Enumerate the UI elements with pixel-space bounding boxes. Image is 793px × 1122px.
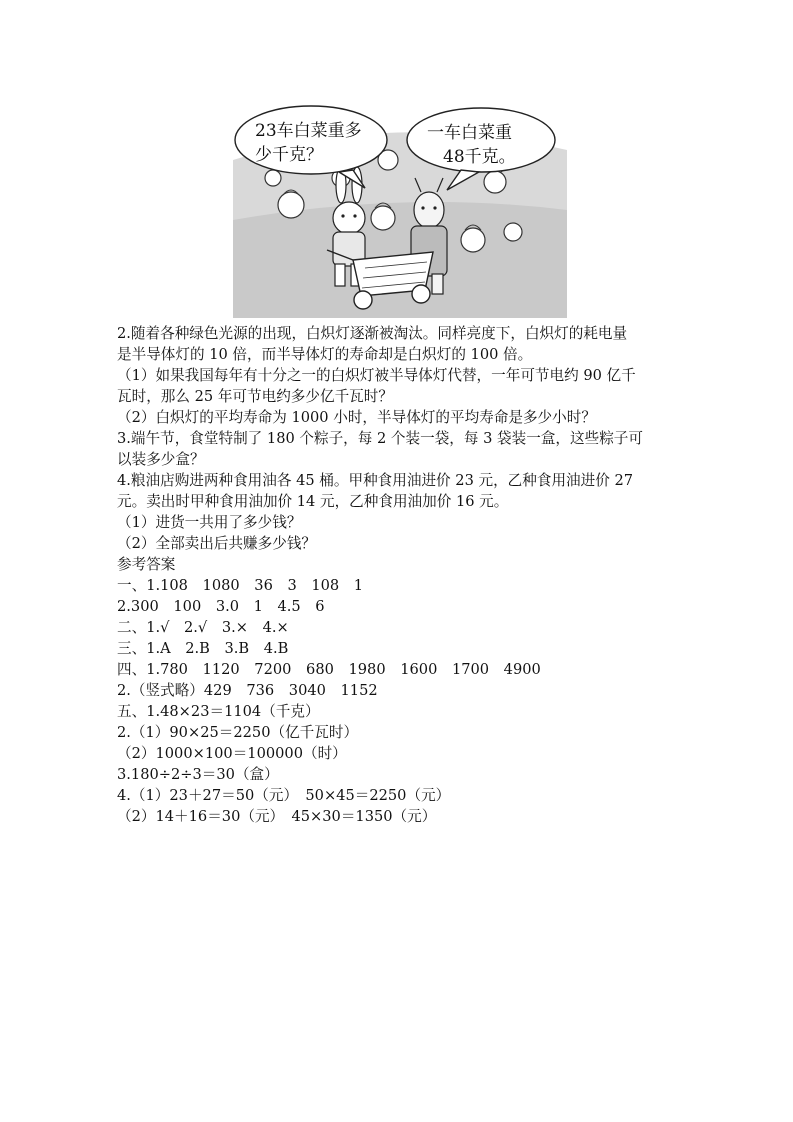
answer-line: 2.（竖式略）429 736 3040 1152 <box>117 682 378 699</box>
text-line: （2）全部卖出后共赚多少钱？ <box>117 535 317 552</box>
answer-line: 2.（1）90×25＝2250（亿千瓦时） <box>117 724 359 741</box>
bubble-right-line-2: 48千克。 <box>443 147 516 167</box>
text-line: （2）白炽灯的平均寿命为 1000 小时，半导体灯的平均寿命是多少小时？ <box>117 409 596 426</box>
answer-line: 二、1.√ 2.√ 3.× 4.× <box>117 619 289 636</box>
text-line: 2.随着各种绿色光源的出现，白炽灯逐渐被淘汰。同样亮度下，白炽灯的耗电量 <box>117 325 628 342</box>
answer-line: 三、1.A 2.B 3.B 4.B <box>117 640 289 657</box>
answer-line: 四、1.780 1120 7200 680 1980 1600 1700 4900 <box>117 661 541 678</box>
bubble-left-line-1: 23车白菜重多 <box>255 121 362 141</box>
text-line: 瓦时，那么 25 年可节电约多少亿千瓦时？ <box>117 388 393 405</box>
text-line: 是半导体灯的 10 倍，而半导体灯的寿命却是白炽灯的 100 倍。 <box>117 346 533 363</box>
cabbage-cart-illustration <box>233 100 567 318</box>
text-line: 3.端午节，食堂特制了 180 个粽子，每 2 个装一袋，每 3 袋装一盒，这些粽子可 <box>117 430 643 447</box>
answer-line: 4.（1）23＋27＝50（元） 50×45＝2250（元） <box>117 787 451 804</box>
illustration <box>233 100 567 318</box>
bubble-right-line-1: 一车白菜重 <box>427 123 512 143</box>
answer-line: （2）1000×100＝100000（时） <box>117 745 347 762</box>
text-line: 4.粮油店购进两种食用油各 45 桶。甲种食用油进价 23 元，乙种食用油进价 27 <box>117 472 634 489</box>
answer-line: （2）14＋16＝30（元） 45×30＝1350（元） <box>117 808 437 825</box>
text-line: （1）进货一共用了多少钱？ <box>117 514 302 531</box>
text-line: 元。卖出时甲种食用油加价 14 元，乙种食用油加价 16 元。 <box>117 493 509 510</box>
text-line: （1）如果我国每年有十分之一的白炽灯被半导体灯代替，一年可节电约 90 亿千 <box>117 367 636 384</box>
text-line: 以装多少盒？ <box>117 451 205 468</box>
document-body <box>117 323 687 827</box>
answers-heading: 参考答案 <box>117 556 176 573</box>
answer-line: 2.300 100 3.0 1 4.5 6 <box>117 598 325 615</box>
answer-line: 一、1.108 1080 36 3 108 1 <box>117 577 364 594</box>
answer-line: 五、1.48×23＝1104（千克） <box>117 703 320 720</box>
answer-line: 3.180÷2÷3＝30（盒） <box>117 766 279 783</box>
bubble-left-line-2: 少千克？ <box>255 145 323 165</box>
